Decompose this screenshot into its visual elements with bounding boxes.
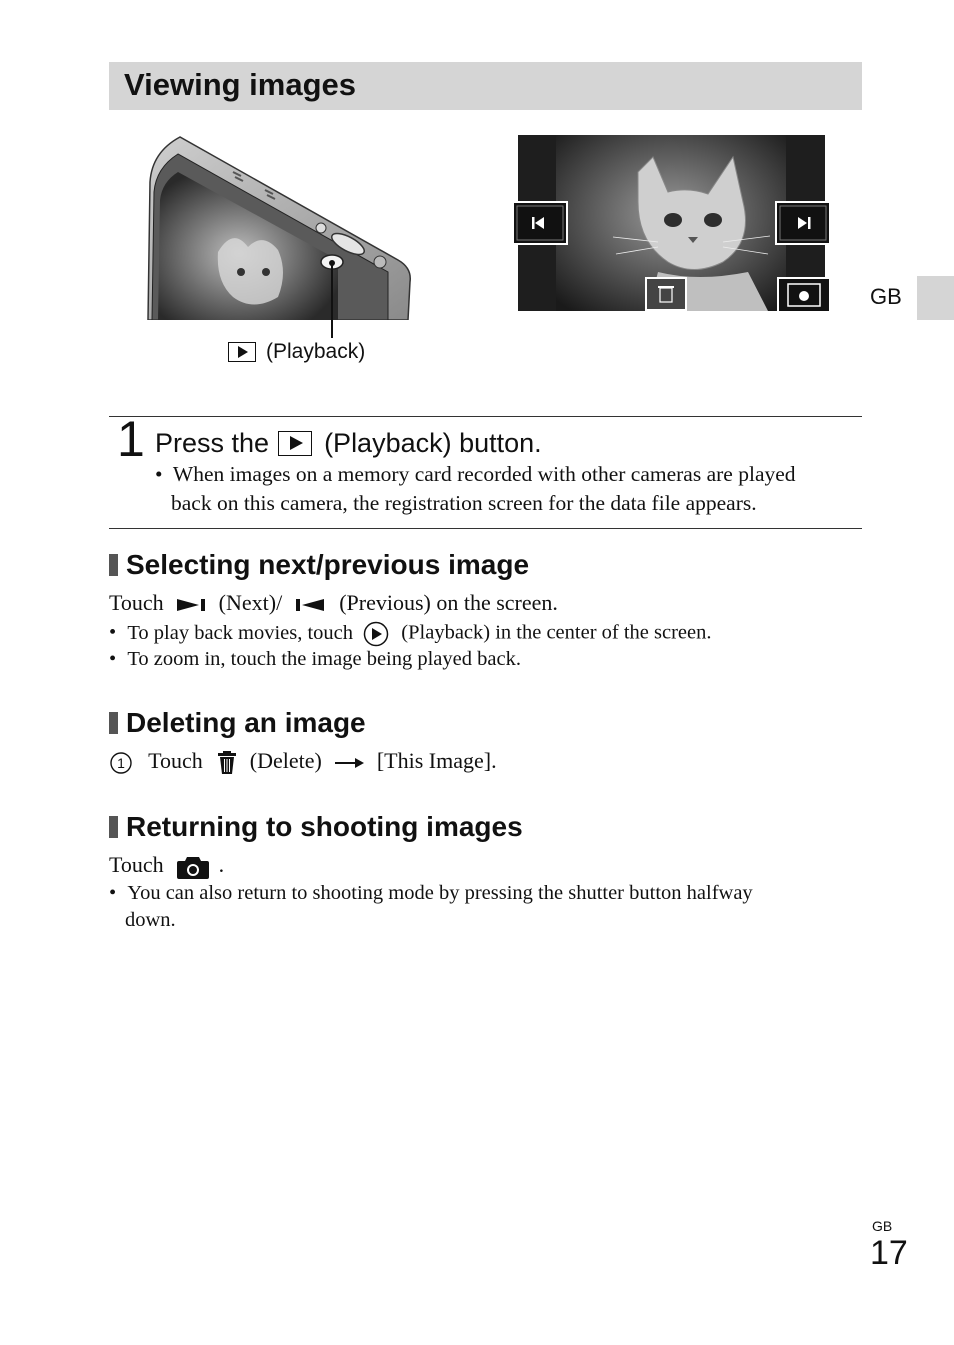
section-heading-text: Selecting next/previous image <box>126 549 530 580</box>
previous-button <box>513 202 567 244</box>
bullet-dot: • <box>155 462 163 486</box>
return-bullet-line1: You can also return to shooting mode by pressing the shutter button halfway <box>127 882 753 904</box>
step-number: 1 <box>117 411 145 467</box>
playback-icon <box>228 342 256 362</box>
playback-caption <box>228 340 365 364</box>
trash-icon <box>216 751 238 775</box>
touch-word: Touch <box>109 590 164 615</box>
callout-line <box>331 262 333 338</box>
step-bullet-line1: When images on a memory card recorded with other cameras are played <box>172 462 796 486</box>
return-instruction <box>109 852 224 879</box>
delete-target: [This Image]. <box>376 748 497 773</box>
section-marker <box>109 554 118 576</box>
bullet-dot: • <box>109 648 117 670</box>
section-marker <box>109 712 118 734</box>
section-marker <box>109 816 118 838</box>
language-tab-label: GB <box>870 284 902 309</box>
delete-button <box>646 278 686 310</box>
next-icon <box>175 596 209 614</box>
section-heading-text: Deleting an image <box>126 707 366 738</box>
period: . <box>218 852 225 877</box>
delete-instruction <box>109 748 497 775</box>
section-heading-delete <box>109 707 366 739</box>
section-heading-next-previous <box>109 549 529 581</box>
previous-label: (Previous) on the screen. <box>339 590 558 615</box>
step-title-suffix: (Playback) button. <box>324 428 542 458</box>
bullet-1a: To play back movies, touch <box>127 621 354 644</box>
step-bullet-line2: back on this camera, the registration screen for the data file appears. <box>171 491 757 515</box>
return-bullet <box>109 882 753 905</box>
playback-circle-icon <box>362 621 390 647</box>
bullet-1b: (Playback) in the center of the screen. <box>401 621 712 644</box>
previous-icon <box>294 596 328 614</box>
camera-icon <box>177 855 209 879</box>
step-title-prefix: Press the <box>155 428 270 458</box>
camera-illustration <box>138 132 418 320</box>
next-previous-bullet-1 <box>109 621 712 647</box>
section-heading-return <box>109 811 523 843</box>
step-circle-marker <box>109 751 133 775</box>
next-previous-bullet-2 <box>109 648 521 671</box>
next-button <box>776 202 830 244</box>
playback-icon <box>278 431 312 456</box>
arrow-right-icon <box>335 756 365 770</box>
touch-word: Touch <box>109 852 164 877</box>
next-previous-instruction <box>109 590 558 616</box>
page-number: 17 <box>870 1234 908 1272</box>
playback-caption-text: (Playback) <box>266 340 366 363</box>
page-title: Viewing images <box>124 67 357 102</box>
delete-label: (Delete) <box>249 748 322 773</box>
section-heading-text: Returning to shooting images <box>126 811 523 842</box>
step-circle-number: 1 <box>117 754 125 771</box>
next-label: (Next)/ <box>218 590 283 615</box>
step-top-rule <box>109 416 862 417</box>
touch-word: Touch <box>148 748 203 773</box>
playback-screen-illustration <box>508 132 838 318</box>
bullet-dot: • <box>109 621 117 644</box>
page-language-label: GB <box>872 1218 893 1234</box>
return-bullet-line2: down. <box>125 909 176 931</box>
step-bullet <box>155 462 796 487</box>
step-title <box>155 428 542 459</box>
bullet-dot: • <box>109 882 117 904</box>
shooting-mode-button <box>778 278 830 312</box>
step-bottom-rule <box>109 528 862 529</box>
language-tab <box>917 276 954 320</box>
bullet-2-text: To zoom in, touch the image being played back. <box>127 648 521 670</box>
